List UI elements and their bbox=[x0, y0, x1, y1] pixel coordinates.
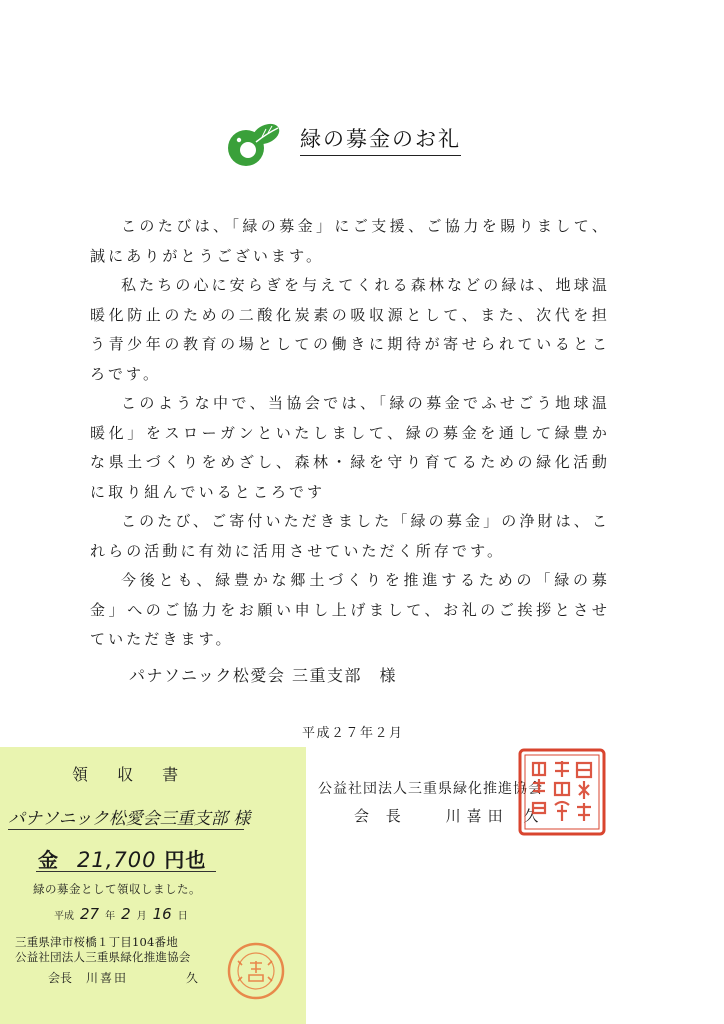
green-fund-logo-icon bbox=[226, 120, 284, 172]
letter-paragraph: 私たちの心に安らぎを与えてくれる森林などの緑は、地球温暖化防止のための二酸化炭素の吸収源として、また、次代を担う青少年の教育の場としての働きに期待が寄せられているところです。 bbox=[90, 276, 610, 383]
receipt-amount-underline bbox=[36, 871, 216, 872]
letter-chair-title: 会 長 bbox=[354, 807, 407, 825]
letter-chair-name: 川喜田 bbox=[445, 807, 509, 825]
letter-paragraph: このような中で、当協会では、「緑の募金でふせごう地球温暖化」をスローガンといたしまして、緑の募金を通して緑豊かな県土づくりをめざし、森林・緑を守り育てるための緑化活動に取り組んでいるところです bbox=[90, 394, 610, 501]
receipt-date-year: 27 bbox=[80, 905, 100, 923]
letter-chair bbox=[354, 805, 544, 826]
receipt-amount-value: 21,700 bbox=[76, 848, 157, 872]
receipt-chair-name: 川喜田 bbox=[86, 971, 129, 985]
receipt-amount bbox=[38, 844, 206, 873]
receipt-title: 領 収 書 bbox=[72, 765, 191, 784]
receipt-date-day: 16 bbox=[152, 905, 172, 923]
letter-body bbox=[90, 212, 610, 655]
letter-paragraph: このたび、ご寄付いただきました「緑の募金」の浄財は、これらの活動に有効に活用させていただく所存です。 bbox=[90, 512, 610, 560]
receipt-card bbox=[0, 747, 306, 1024]
letter-organization: 公益社団法人三重県緑化推進協会 bbox=[318, 781, 543, 797]
receipt-date-year-label: 年 bbox=[105, 911, 116, 922]
letter-chair-name-last: 久 bbox=[523, 807, 545, 825]
receipt-chair bbox=[48, 969, 198, 986]
receipt-recipient-underline bbox=[8, 829, 244, 830]
receipt-note: 緑の募金として領収しました。 bbox=[33, 882, 201, 896]
receipt-chair-title: 会長 bbox=[48, 971, 73, 985]
receipt-seal-stamp bbox=[226, 941, 286, 1001]
letter-paragraph: このたびは、「緑の募金」にご支援、ご協力を賜りまして、誠にありがとうございます。 bbox=[90, 217, 610, 265]
receipt-date bbox=[54, 905, 188, 923]
letter-date: 平成２７年２月 bbox=[302, 726, 404, 741]
receipt-issuer bbox=[15, 935, 191, 965]
organization-seal-stamp bbox=[517, 747, 607, 837]
receipt-date-month: 2 bbox=[121, 905, 131, 923]
receipt-organization: 公益社団法人三重県緑化推進協会 bbox=[15, 950, 191, 964]
receipt-amount-prefix: 金 bbox=[38, 848, 59, 872]
receipt-address: 三重県津市桜橋１丁目104番地 bbox=[15, 935, 178, 949]
receipt-recipient: パナソニック松愛会三重支部 様 bbox=[8, 809, 251, 829]
letter-paragraph: 今後とも、緑豊かな郷土づくりを推進するための「緑の募金」へのご協力をお願い申し上げまして、お礼のご挨拶とさせていただきます。 bbox=[90, 571, 610, 648]
receipt-date-month-label: 月 bbox=[136, 911, 147, 922]
receipt-chair-name-last: 久 bbox=[186, 971, 199, 985]
receipt-amount-suffix: 円也 bbox=[164, 848, 207, 872]
letter-title: 緑の募金のお礼 bbox=[300, 123, 461, 156]
letter-recipient: パナソニック松愛会 三重支部 様 bbox=[129, 666, 397, 685]
receipt-date-era: 平成 bbox=[54, 911, 74, 922]
receipt-date-day-label: 日 bbox=[177, 911, 188, 922]
